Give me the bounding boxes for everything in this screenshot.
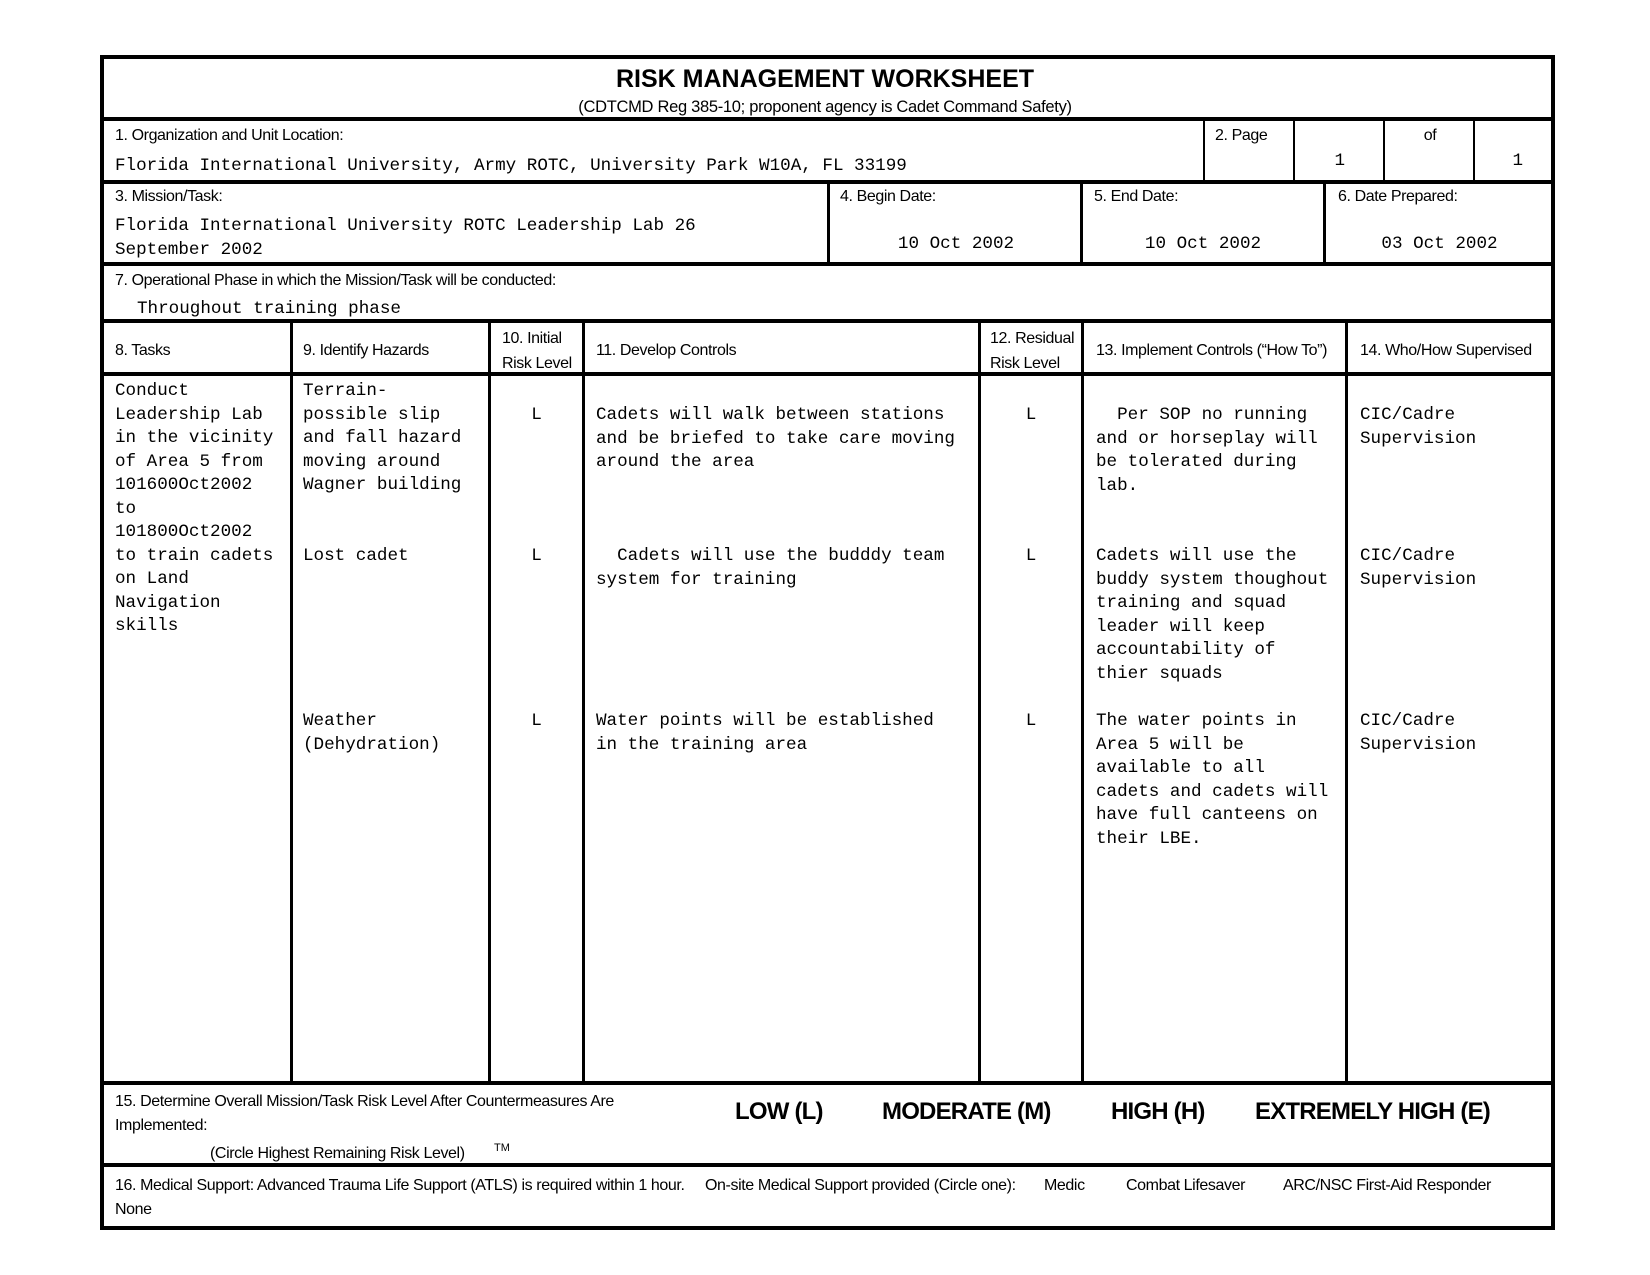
trademark-mark: TM	[494, 1142, 510, 1154]
control-cell[interactable]: Cadets will use the budddy team system for training	[596, 546, 945, 590]
page-current-field[interactable]: 1	[1334, 151, 1345, 171]
date-prepared-field[interactable]: 03 Oct 2002	[1381, 234, 1498, 254]
col-header-implement: 13. Implement Controls (“How To”)	[1096, 342, 1328, 359]
col-header-controls: 11. Develop Controls	[596, 342, 737, 359]
divider	[100, 372, 1555, 376]
phase-field[interactable]: Throughout training phase	[137, 299, 401, 319]
medical-option-medic[interactable]: Medic	[1044, 1177, 1085, 1194]
initial-risk-cell[interactable]: L	[531, 711, 542, 731]
begin-date-label: 4. Begin Date:	[840, 188, 936, 205]
col-header-tasks: 8. Tasks	[115, 342, 171, 359]
page-title: RISK MANAGEMENT WORKSHEET	[615, 65, 1035, 93]
implement-cell[interactable]: The water points in Area 5 will be available to all cadets and cadets will have full canteens on their LBE.	[1096, 711, 1329, 849]
implement-cell[interactable]: Per SOP no running and or horseplay will be tolerated during lab.	[1096, 405, 1318, 496]
page-of-label: of	[1423, 127, 1437, 144]
end-date-field[interactable]: 10 Oct 2002	[1144, 234, 1262, 254]
control-cell[interactable]: Water points will be established in the training area	[596, 711, 934, 755]
hazard-cell[interactable]: Weather (Dehydration)	[303, 711, 441, 755]
divider	[290, 321, 293, 1083]
mission-label: 3. Mission/Task:	[115, 188, 223, 205]
hazard-cell[interactable]: Lost cadet	[303, 546, 409, 566]
col-header-initial-risk: 10. Initial	[502, 330, 562, 347]
control-cell[interactable]: Cadets will walk between stations and be briefed to take care moving around the area	[596, 405, 955, 472]
supervision-cell[interactable]: CIC/Cadre Supervision	[1360, 546, 1477, 590]
divider	[488, 321, 491, 1083]
risk-option-moderate[interactable]: MODERATE (M)	[882, 1098, 1051, 1125]
medical-option-none[interactable]: None	[115, 1201, 152, 1218]
page-label: 2. Page	[1215, 127, 1268, 144]
risk-option-low[interactable]: LOW (L)	[735, 1098, 823, 1125]
medical-option-combat-lifesaver[interactable]: Combat Lifesaver	[1126, 1177, 1245, 1194]
divider	[978, 321, 981, 1083]
page-subtitle: (CDTCMD Reg 385-10; proponent agency is Cadet Command Safety)	[578, 98, 1072, 116]
supervision-cell[interactable]: CIC/Cadre Supervision	[1360, 711, 1477, 755]
date-prepared-label: 6. Date Prepared:	[1338, 188, 1458, 205]
col-header-residual-risk: 12. Residual	[990, 330, 1075, 347]
page-total-field[interactable]: 1	[1512, 151, 1523, 171]
divider	[1345, 321, 1348, 1083]
end-date-label: 5. End Date:	[1094, 188, 1179, 205]
divider	[100, 117, 1555, 121]
hazard-cell[interactable]: Terrain- possible slip and fall hazard moving around Wagner building	[303, 381, 462, 495]
initial-risk-cell[interactable]: L	[531, 546, 542, 566]
residual-risk-cell[interactable]: L	[1025, 405, 1037, 425]
supervision-cell[interactable]: CIC/Cadre Supervision	[1360, 405, 1477, 449]
medical-option-first-aid[interactable]: ARC/NSC First-Aid Responder	[1283, 1177, 1491, 1194]
residual-risk-cell[interactable]: L	[1025, 711, 1037, 731]
begin-date-field[interactable]: 10 Oct 2002	[897, 234, 1015, 254]
risk-option-extremely-high[interactable]: EXTREMELY HIGH (E)	[1255, 1098, 1490, 1125]
phase-label: 7. Operational Phase in which the Mission/Task will be conducted:	[115, 272, 556, 289]
divider	[100, 1081, 1555, 1085]
org-field[interactable]: Florida International University, Army ROTC, University Park W10A, FL 33199	[115, 156, 907, 176]
col-header-hazards: 9. Identify Hazards	[303, 342, 429, 359]
task-cell[interactable]: Conduct Leadership Lab in the vicinity of Area 5 from 101600Oct2002 to 101800Oct2002 to train cadets on Land Navigation skills	[115, 381, 274, 636]
onsite-medical-label: On-site Medical Support provided (Circle one):	[705, 1177, 1016, 1194]
initial-risk-cell[interactable]: L	[531, 405, 542, 425]
divider	[1081, 321, 1084, 1083]
medical-support-label: 16. Medical Support: Advanced Trauma Life Support (ATLS) is required within 1 hour.	[115, 1177, 685, 1194]
divider	[1203, 119, 1205, 182]
residual-risk-cell[interactable]: L	[1025, 546, 1037, 566]
mission-field[interactable]: Florida International University ROTC Leadership Lab 26 September 2002	[115, 216, 696, 260]
divider	[582, 321, 585, 1083]
implement-cell[interactable]: Cadets will use the buddy system thoughout training and squad leader will keep accountability of thier squads	[1096, 546, 1329, 684]
col-header-residual-risk: Risk Level	[990, 355, 1060, 372]
org-label: 1. Organization and Unit Location:	[115, 127, 344, 144]
overall-risk-label: 15. Determine Overall Mission/Task Risk Level After Countermeasures Are	[115, 1093, 614, 1110]
col-header-initial-risk: Risk Level	[502, 355, 572, 372]
col-header-supervised: 14. Who/How Supervised	[1360, 342, 1532, 359]
overall-risk-instruction: (Circle Highest Remaining Risk Level)	[210, 1145, 465, 1162]
divider	[100, 1163, 1555, 1167]
overall-risk-label: Implemented:	[115, 1117, 208, 1134]
divider	[827, 182, 830, 264]
risk-option-high[interactable]: HIGH (H)	[1111, 1098, 1205, 1125]
